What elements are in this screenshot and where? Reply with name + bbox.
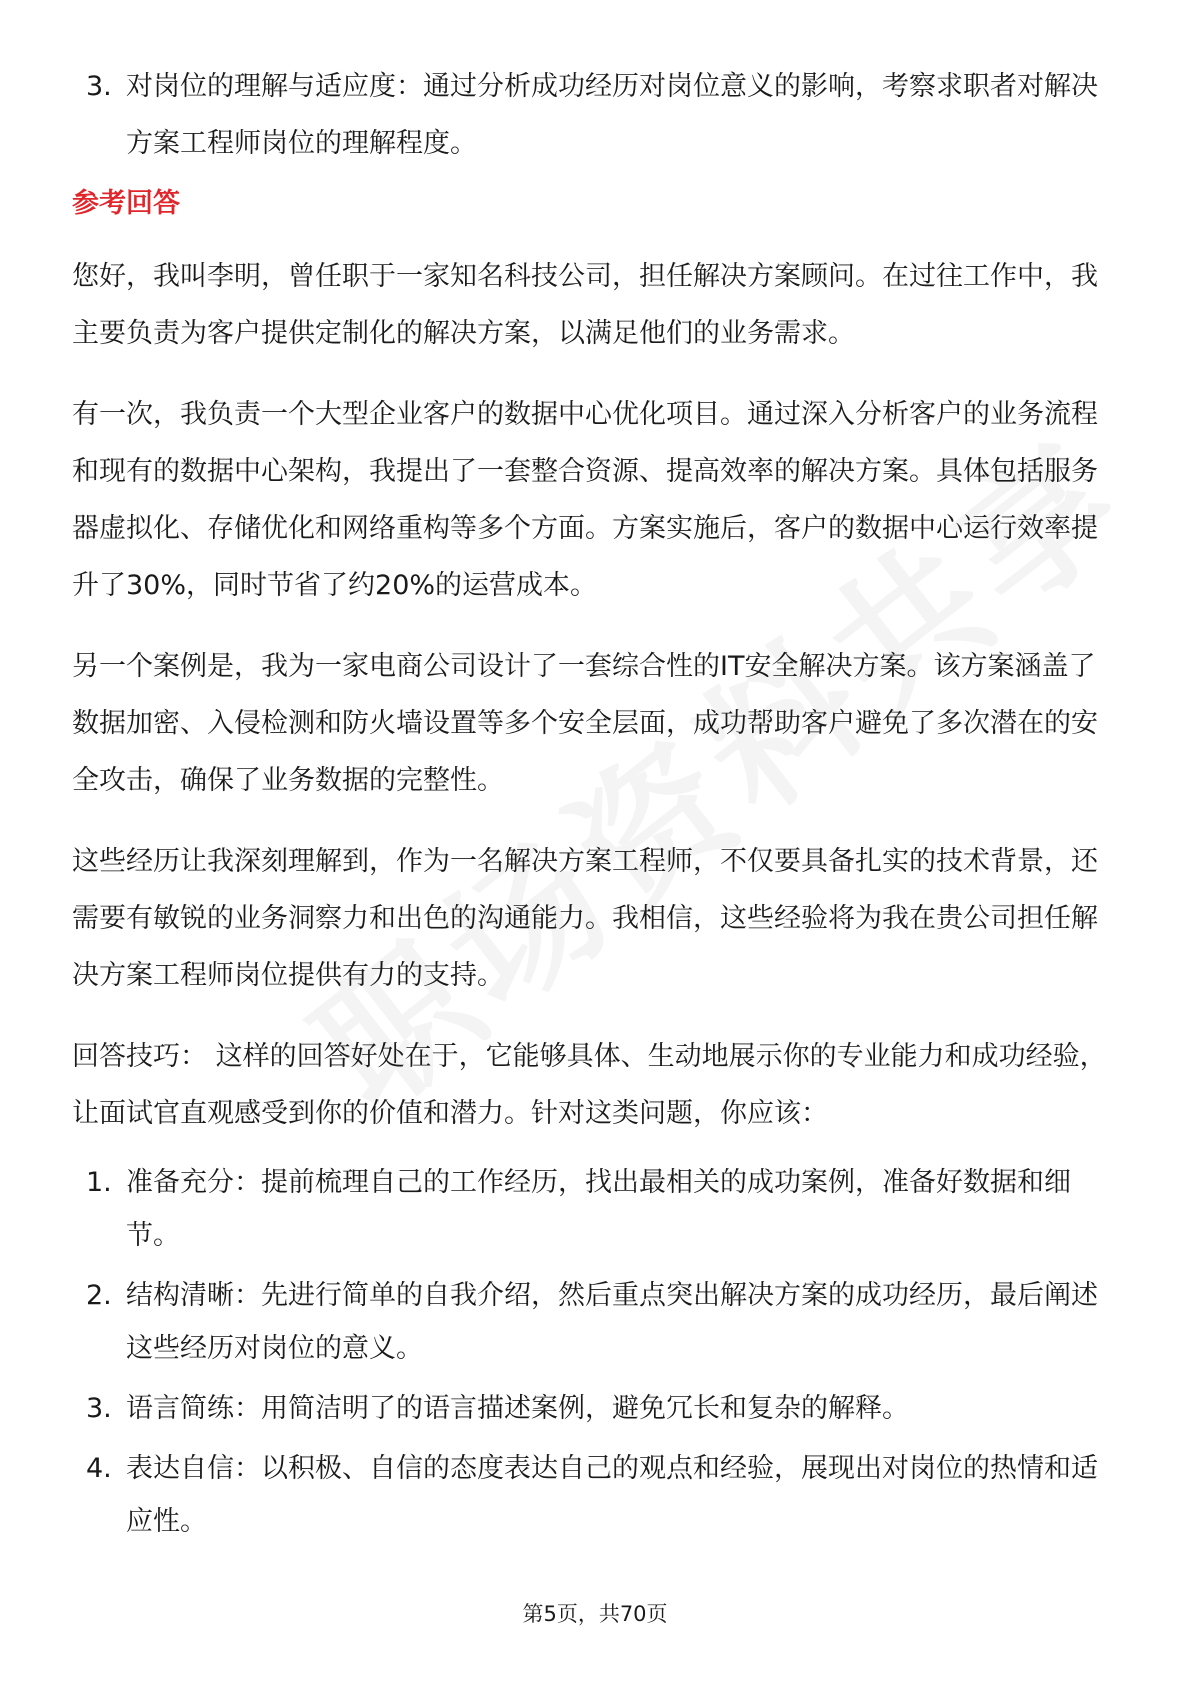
list-item-text: 结构清晰：先进行简单的自我介绍，然后重点突出解决方案的成功经历，最后阐述这些经历对岗位的意义。 xyxy=(126,1280,1098,1364)
criteria-list xyxy=(72,58,1112,172)
list-item-number: 3. xyxy=(86,71,112,102)
list-item-text: 准备充分：提前梳理自己的工作经历，找出最相关的成功案例，准备好数据和细节。 xyxy=(126,1167,1071,1251)
page-content xyxy=(72,58,1112,1555)
answer-tips-intro: 回答技巧： 这样的回答好处在于，它能够具体、生动地展示你的专业能力和成功经验，让面试官直观感受到你的价值和潜力。针对这类问题，你应该： xyxy=(72,1041,1107,1129)
list-item-text: 对岗位的理解与适应度：通过分析成功经历对岗位意义的影响，考察求职者对解决方案工程师岗位的理解程度。 xyxy=(126,71,1098,159)
list-item-text: 表达自信：以积极、自信的态度表达自己的观点和经验，展现出对岗位的热情和适应性。 xyxy=(126,1453,1098,1537)
tips-list xyxy=(72,1156,1112,1548)
list-item xyxy=(72,1382,1112,1435)
list-item-number: 1. xyxy=(86,1167,112,1198)
list-item xyxy=(72,58,1112,172)
page-number: 第5页，共70页 xyxy=(522,1602,668,1626)
list-item-number: 3. xyxy=(86,1393,112,1424)
answer-paragraph-case-1: 有一次，我负责一个大型企业客户的数据中心优化项目。通过深入分析客户的业务流程和现有的数据中心架构，我提出了一套整合资源、提高效率的解决方案。具体包括服务器虚拟化、存储优化和网络重构等多个方面。方案实施后，客户的数据中心运行效率提升了30%，同时节省了约20%的运营成本。 xyxy=(72,399,1098,601)
list-item xyxy=(72,1442,1112,1548)
list-item-number: 4. xyxy=(86,1453,112,1484)
answer-paragraph-summary: 这些经历让我深刻理解到，作为一名解决方案工程师，不仅要具备扎实的技术背景，还需要有敏锐的业务洞察力和出色的沟通能力。我相信，这些经验将为我在贵公司担任解决方案工程师岗位提供有力的支持。 xyxy=(72,846,1098,991)
answer-paragraph-case-2: 另一个案例是，我为一家电商公司设计了一套综合性的IT安全解决方案。该方案涵盖了数据加密、入侵检测和防火墙设置等多个安全层面，成功帮助客户避免了多次潜在的安全攻击，确保了业务数据的完整性。 xyxy=(72,651,1098,796)
list-item-text: 语言简练：用简洁明了的语言描述案例，避免冗长和复杂的解释。 xyxy=(126,1393,909,1424)
list-item xyxy=(72,1269,1112,1375)
list-item xyxy=(72,1156,1112,1262)
answer-paragraph-intro: 您好，我叫李明，曾任职于一家知名科技公司，担任解决方案顾问。在过往工作中，我主要负责为客户提供定制化的解决方案，以满足他们的业务需求。 xyxy=(72,261,1098,349)
section-heading: 参考回答 xyxy=(72,188,180,219)
list-item-number: 2. xyxy=(86,1280,112,1311)
